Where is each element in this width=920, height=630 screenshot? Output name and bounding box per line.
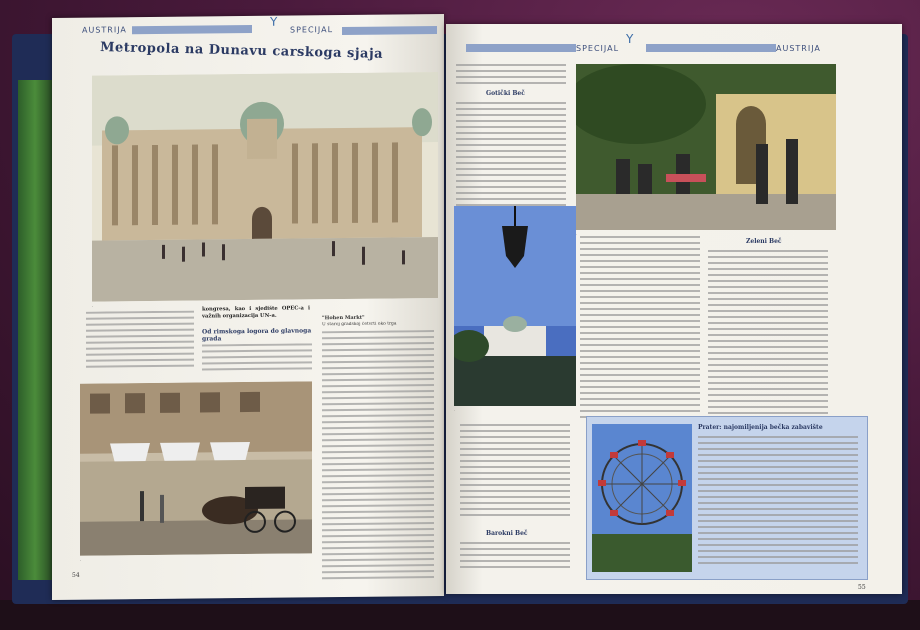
intro-text-lines (86, 311, 194, 376)
hohen-markt-heading: "Hohen Markt" (322, 314, 365, 322)
right-header-bar (466, 44, 576, 52)
wine-tavern-photo (576, 64, 836, 230)
lower-left-text-lines (460, 424, 570, 524)
prater-text-lines (698, 436, 858, 572)
left-header-section: SPECIJAL (290, 25, 334, 35)
subheading-baroque: Barokni Beč (486, 530, 528, 537)
subheading-gothic: Gotički Beč (486, 90, 525, 97)
left-page-number: 54 (72, 571, 80, 579)
fiaker-caption: · (80, 557, 82, 563)
right-column-text-lines (322, 330, 434, 581)
hohen-markt-text: U staroj gradskoj četvrti oko trga (322, 321, 397, 328)
riesenrad-ferris-wheel-photo (592, 424, 692, 572)
ypsilon-logo-icon-right: Y (626, 32, 634, 46)
page-title: Metropola na Dunavu carskoga sjaja (99, 39, 384, 62)
section-text-lines (202, 343, 312, 376)
subheading-roman-camp: Od rimskoga logora do glavnoga grada (202, 327, 312, 343)
middle-column-text-lines (580, 236, 700, 426)
burgtheater-lamp-photo (454, 206, 576, 406)
fiaker-carriage-photo (80, 381, 312, 555)
right-header-country: AUSTRIJA (776, 44, 821, 53)
hofburg-caption: · (92, 303, 94, 309)
left-header-country: AUSTRIJA (82, 25, 127, 35)
book-spine-edge (18, 80, 52, 580)
right-header-section: SPECIJAL (576, 44, 620, 53)
baroque-text-lines (460, 542, 570, 578)
left-page (52, 14, 444, 600)
tavern-caption: · (576, 232, 578, 237)
left-header-bar-2 (342, 26, 437, 35)
intro-body-text: kongresa, kao i sjedište OPEC-a i važnih organizacija UN-a. (202, 305, 310, 320)
prater-box-title: Prater: najomiljenija bečka zabavište (698, 424, 823, 431)
burgtheater-caption: · (454, 408, 456, 413)
hofburg-palace-photo (92, 72, 438, 302)
right-page (446, 24, 902, 594)
left-header-bar (132, 25, 252, 34)
right-page-number: 55 (858, 584, 866, 591)
subheading-green-vienna: Zeleni Beč (746, 238, 782, 245)
table-edge (0, 600, 920, 630)
gothic-text-lines (456, 102, 566, 214)
top-text-lines (456, 64, 566, 88)
right-header-bar-2 (646, 44, 776, 52)
ypsilon-logo-icon: Y (270, 14, 278, 29)
right-column-text-lines-2 (708, 250, 828, 420)
